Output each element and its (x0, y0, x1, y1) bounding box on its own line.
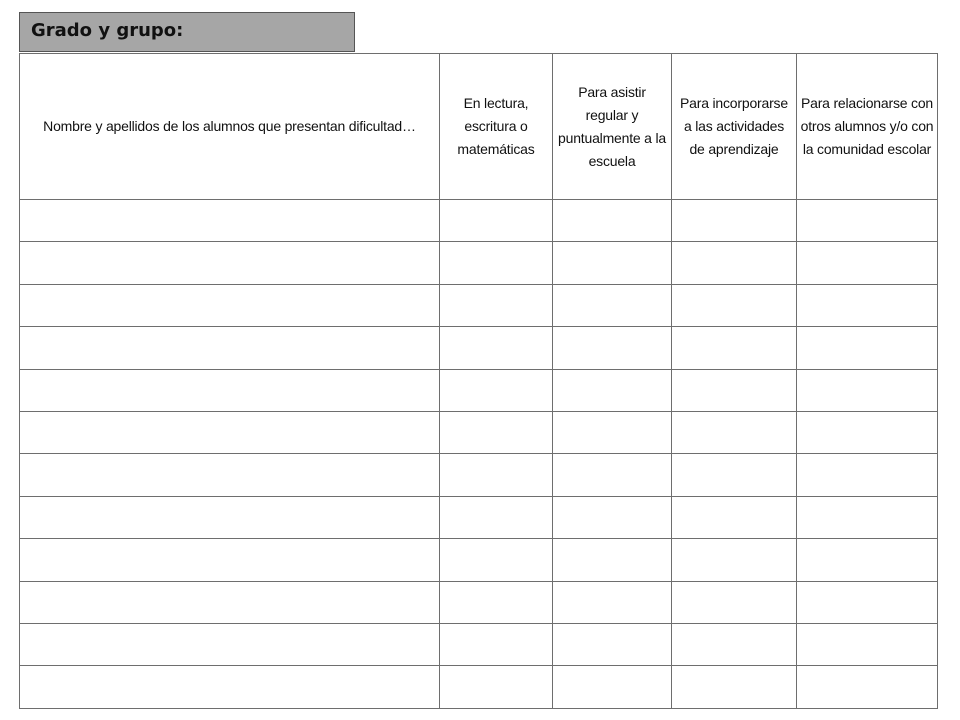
column-header-student-name: Nombre y apellidos de los alumnos que presentan dificultad… (20, 54, 440, 200)
attendance-cell[interactable] (553, 623, 672, 665)
learning-activities-cell[interactable] (672, 369, 797, 411)
student-difficulty-table (19, 53, 938, 709)
column-header-learning-activities: Para incorporarse a las actividades de aprendizaje (672, 54, 797, 200)
social-relations-cell[interactable] (797, 539, 938, 581)
social-relations-cell[interactable] (797, 411, 938, 453)
student-name-cell[interactable] (20, 623, 440, 665)
social-relations-cell[interactable] (797, 327, 938, 369)
social-relations-cell[interactable] (797, 496, 938, 538)
attendance-cell[interactable] (553, 454, 672, 496)
column-header-social-relations: Para relacionarse con otros alumnos y/o con la comunidad escolar (797, 54, 938, 200)
grade-group-label: Grado y grupo: (31, 20, 184, 41)
table-row (20, 327, 938, 369)
student-name-cell[interactable] (20, 242, 440, 284)
table-row (20, 200, 938, 242)
table-row (20, 454, 938, 496)
attendance-cell[interactable] (553, 496, 672, 538)
learning-activities-cell[interactable] (672, 581, 797, 623)
student-name-cell[interactable] (20, 454, 440, 496)
table-header-row (20, 54, 938, 200)
student-name-cell[interactable] (20, 496, 440, 538)
learning-activities-cell[interactable] (672, 623, 797, 665)
reading-writing-math-cell[interactable] (440, 539, 553, 581)
reading-writing-math-cell[interactable] (440, 242, 553, 284)
reading-writing-math-cell[interactable] (440, 454, 553, 496)
student-name-cell[interactable] (20, 581, 440, 623)
attendance-cell[interactable] (553, 369, 672, 411)
reading-writing-math-cell[interactable] (440, 200, 553, 242)
social-relations-cell[interactable] (797, 284, 938, 326)
reading-writing-math-cell[interactable] (440, 623, 553, 665)
student-name-cell[interactable] (20, 327, 440, 369)
table-row (20, 666, 938, 708)
reading-writing-math-cell[interactable] (440, 496, 553, 538)
reading-writing-math-cell[interactable] (440, 327, 553, 369)
learning-activities-cell[interactable] (672, 496, 797, 538)
table-row (20, 284, 938, 326)
learning-activities-cell[interactable] (672, 454, 797, 496)
social-relations-cell[interactable] (797, 666, 938, 708)
table-row (20, 581, 938, 623)
learning-activities-cell[interactable] (672, 327, 797, 369)
grade-group-box (19, 12, 355, 52)
social-relations-cell[interactable] (797, 242, 938, 284)
attendance-cell[interactable] (553, 539, 672, 581)
column-header-reading-writing-math: En lectura, escritura o matemáticas (440, 54, 553, 200)
student-name-cell[interactable] (20, 284, 440, 326)
social-relations-cell[interactable] (797, 369, 938, 411)
student-name-cell[interactable] (20, 539, 440, 581)
reading-writing-math-cell[interactable] (440, 369, 553, 411)
learning-activities-cell[interactable] (672, 284, 797, 326)
table-row (20, 411, 938, 453)
learning-activities-cell[interactable] (672, 200, 797, 242)
social-relations-cell[interactable] (797, 454, 938, 496)
table-row (20, 496, 938, 538)
attendance-cell[interactable] (553, 581, 672, 623)
learning-activities-cell[interactable] (672, 539, 797, 581)
table-row (20, 369, 938, 411)
student-name-cell[interactable] (20, 666, 440, 708)
learning-activities-cell[interactable] (672, 411, 797, 453)
reading-writing-math-cell[interactable] (440, 411, 553, 453)
table-row (20, 623, 938, 665)
reading-writing-math-cell[interactable] (440, 581, 553, 623)
attendance-cell[interactable] (553, 200, 672, 242)
reading-writing-math-cell[interactable] (440, 284, 553, 326)
attendance-cell[interactable] (553, 666, 672, 708)
table-body (20, 200, 938, 709)
table-row (20, 539, 938, 581)
reading-writing-math-cell[interactable] (440, 666, 553, 708)
attendance-cell[interactable] (553, 242, 672, 284)
table-row (20, 242, 938, 284)
social-relations-cell[interactable] (797, 623, 938, 665)
attendance-cell[interactable] (553, 327, 672, 369)
social-relations-cell[interactable] (797, 581, 938, 623)
student-name-cell[interactable] (20, 369, 440, 411)
attendance-cell[interactable] (553, 284, 672, 326)
social-relations-cell[interactable] (797, 200, 938, 242)
column-header-attendance: Para asistir regular y puntualmente a la escuela (553, 54, 672, 200)
learning-activities-cell[interactable] (672, 666, 797, 708)
learning-activities-cell[interactable] (672, 242, 797, 284)
student-name-cell[interactable] (20, 200, 440, 242)
attendance-cell[interactable] (553, 411, 672, 453)
student-name-cell[interactable] (20, 411, 440, 453)
